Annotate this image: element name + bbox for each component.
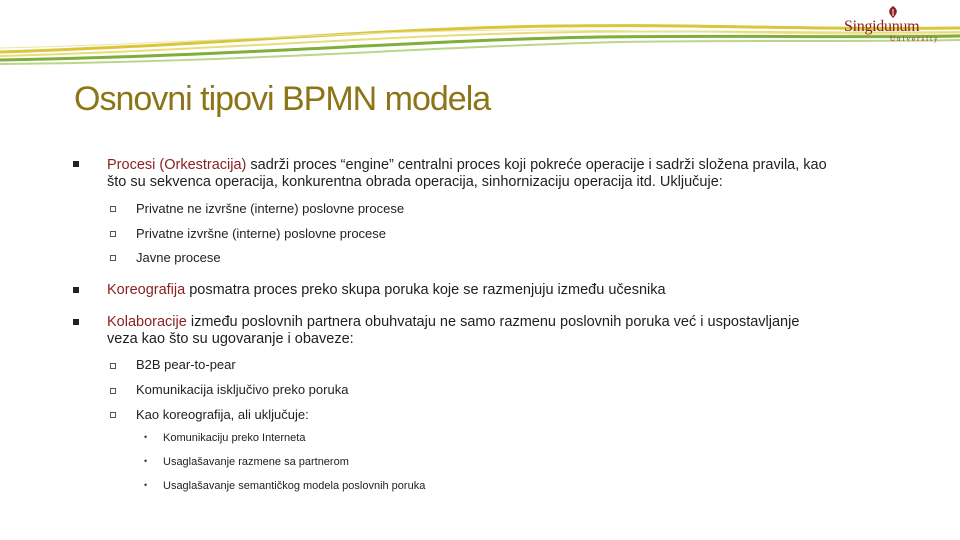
sub-bullet-marker: [110, 231, 116, 237]
subsub-bullet-marker: •: [144, 432, 148, 442]
term-kolaboracije: Kolaboracije: [107, 314, 187, 330]
bullet-koreografija: [107, 282, 887, 299]
bullet-procesi: [107, 157, 887, 191]
bullet-marker: [73, 287, 79, 293]
kolaboracije-subsub-item: Usaglašavanje semantičkog modela poslovnih poruka: [163, 480, 426, 492]
kolaboracije-text-line2: veza kao što su ugovaranje i obaveze:: [107, 331, 354, 347]
subsub-bullet-marker: •: [144, 456, 148, 466]
procesi-sub-item: Javne procese: [136, 250, 221, 265]
bullet-marker: [73, 161, 79, 167]
logo-name: Singidunum: [844, 18, 920, 35]
subsub-bullet-marker: •: [144, 480, 148, 490]
koreografija-text: posmatra proces preko skupa poruka koje se razmenjuju između učesnika: [185, 282, 666, 298]
bullet-kolaboracije: [107, 314, 887, 348]
sub-bullet-marker: [110, 388, 116, 394]
kolaboracije-text-line1: između poslovnih partnera obuhvataju ne samo razmenu poslovnih poruka već i uspostavljanje: [186, 314, 800, 330]
term-koreografija: Koreografija: [107, 282, 186, 298]
sub-bullet-marker: [110, 363, 116, 369]
bullet-marker: [73, 319, 79, 325]
slide-title: Osnovni tipovi BPMN modela: [74, 80, 491, 118]
procesi-sub-item: Privatne izvršne (interne) poslovne procese: [136, 226, 387, 241]
procesi-sub-item: Privatne ne izvršne (interne) poslovne procese: [136, 201, 405, 216]
sub-bullet-marker: [110, 412, 116, 418]
kolaboracije-subsub-item: Komunikaciju preko Interneta: [163, 432, 306, 444]
procesi-text-line1: sadrži proces “engine” centralni proces koji pokreće operacije i sadrži složena pravila, kao: [246, 157, 827, 173]
sub-bullet-marker: [110, 255, 116, 261]
kolaboracije-sub-item: Kao koreografija, ali uključuje:: [136, 407, 309, 422]
procesi-text-line2: što su sekvenca operacija, konkurentna obrada operacija, sinhornizaciju operacija itd. Uključuje:: [107, 174, 723, 190]
sub-bullet-marker: [110, 206, 116, 212]
kolaboracije-subsub-item: Usaglašavanje razmene sa partnerom: [163, 456, 349, 468]
kolaboracije-sub-item: Komunikacija isključivo preko poruka: [136, 382, 349, 397]
kolaboracije-sub-item: B2B pear-to-pear: [136, 357, 236, 372]
logo-subtitle: University: [890, 35, 940, 43]
term-procesi: Procesi (Orkestracija): [107, 157, 247, 173]
